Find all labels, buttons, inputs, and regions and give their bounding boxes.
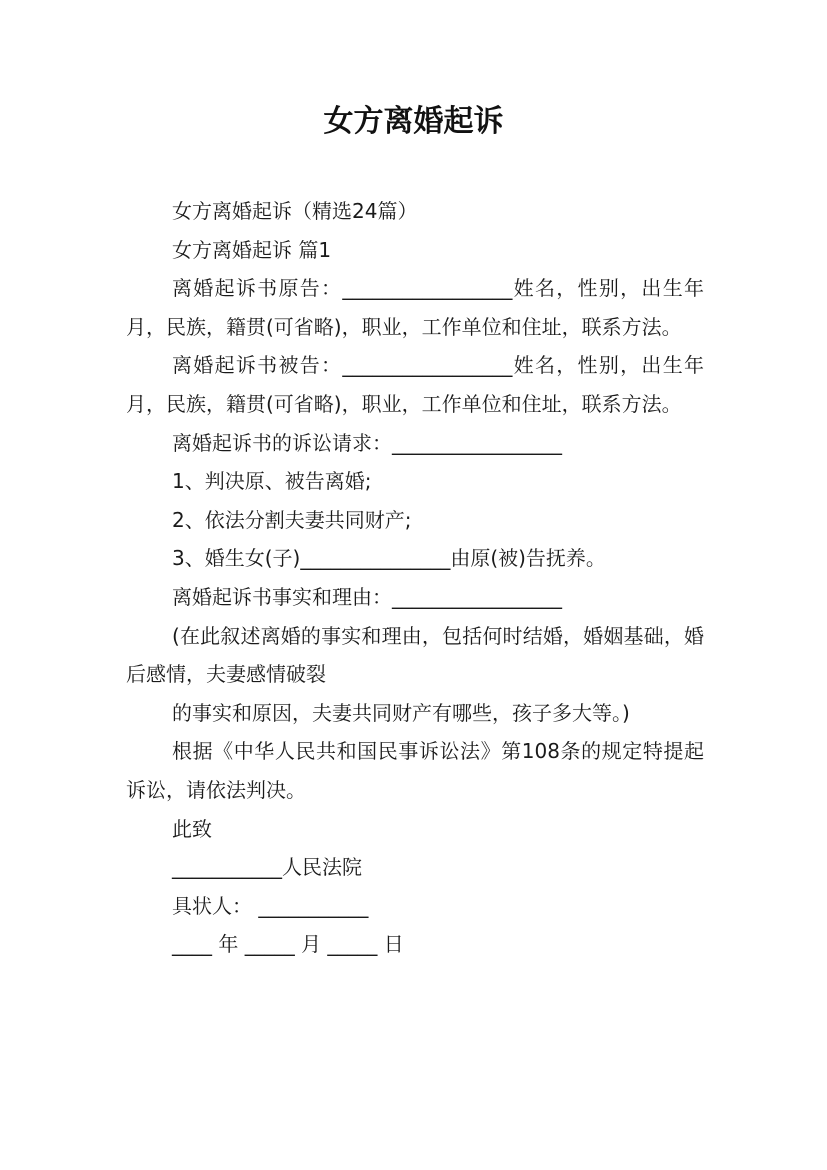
document-title: 女方离婚起诉 [323,104,504,139]
paragraph-claim-1: 1、判决原、被告离婚; [172,469,372,494]
paragraph-section-heading: 女方离婚起诉 篇1 [172,237,332,262]
paragraph-claims: 离婚起诉书的诉讼请求：_________________ [172,430,562,455]
paragraph-signatory: 具状人： ___________ [172,893,369,918]
paragraph-court: ___________人民法院 [172,855,362,880]
paragraph-date: ____ 年 _____ 月 _____ 日 [172,932,404,957]
paragraph-defendant: 离婚起诉书被告：_________________姓名，性别，出生年月，民族，籍贯(可省略)，职业，工作单位和住址，联系方法。 [126,353,704,416]
document-body [126,192,704,964]
paragraph-salutation: 此致 [172,816,212,841]
paragraph-plaintiff: 离婚起诉书原告：_________________姓名，性别，出生年月，民族，籍贯(可省略)，职业，工作单位和住址，联系方法。 [126,276,704,339]
paragraph-claim-3: 3、婚生女(子)_______________由原(被)告抚养。 [172,546,606,571]
paragraph-claim-2: 2、依法分割夫妻共同财产; [172,507,412,532]
paragraph-facts-note: (在此叙述离婚的事实和理由，包括何时结婚，婚姻基础，婚后感情，夫妻感情破裂 [126,623,704,687]
paragraph-legal-basis: 根据《中华人民共和国民事诉讼法》第108条的规定特提起诉讼，请依法判决。 [126,739,704,802]
paragraph-subtitle: 女方离婚起诉（精选24篇） [172,199,418,223]
paragraph-facts-note-cont: 的事实和原因，夫妻共同财产有哪些，孩子多大等。) [172,700,630,725]
paragraph-facts-reasons: 离婚起诉书事实和理由：_________________ [172,584,562,609]
